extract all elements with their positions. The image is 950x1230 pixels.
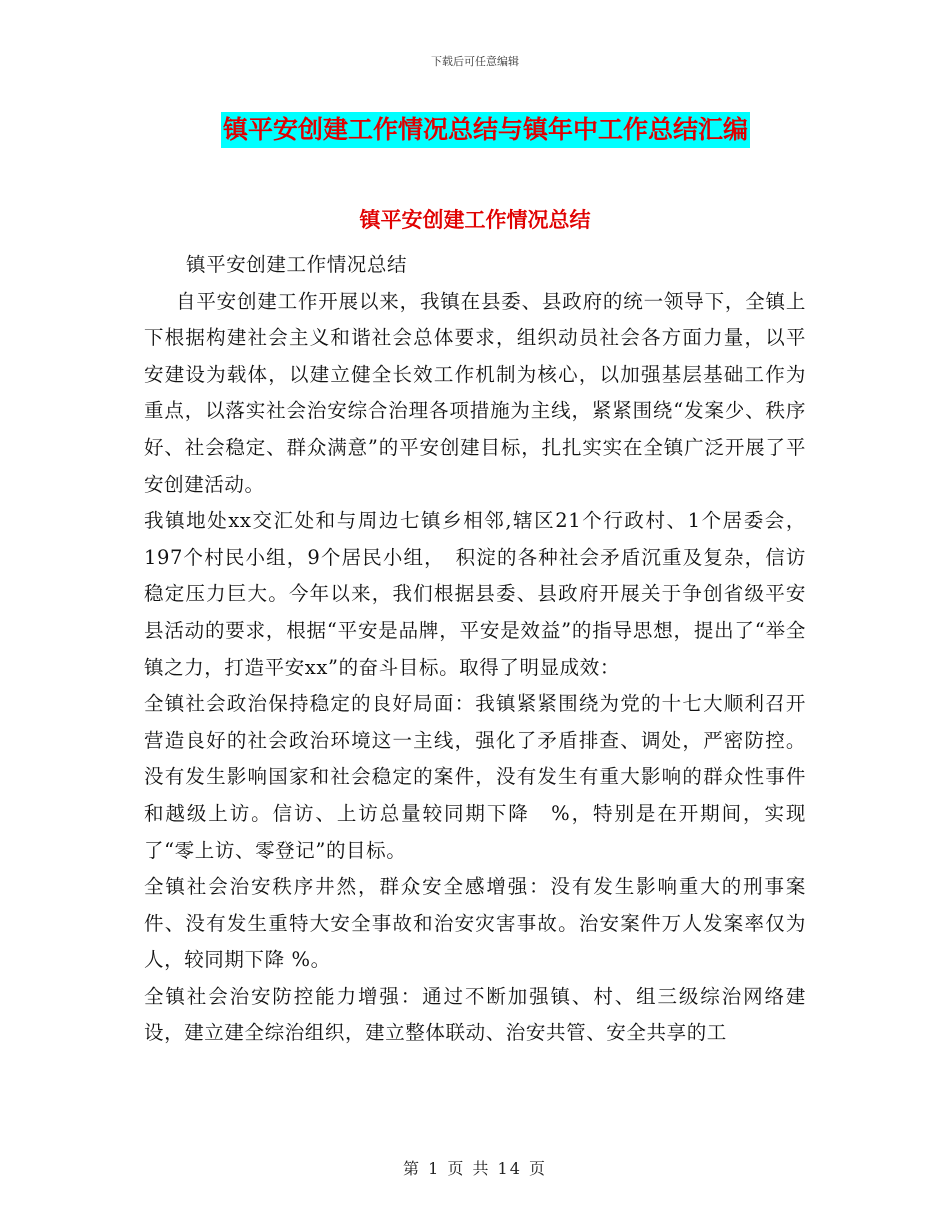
body-paragraph-public-order: 全镇社会治安秩序井然，群众安全感增强：没有发生影响重大的刑事案件、没有发生重特大安全事故和治安灾害事故。治安案件万人发案率仅为 人，较同期下降 %。: [144, 875, 827, 972]
body-paragraph-political-stability: 全镇社会政治保持稳定的良好局面：我镇紧紧围绕为党的十七大顺利召开营造良好的社会政治环境这一主线，强化了矛盾排查、调处，严密防控。没有发生影响国家和社会稳定的案件，没有发生有重大影响的群众性事件和越级上访。信访、上访总量较同期下降 %，特别是在开期间，实现了“零上访、零登记”的目标。: [144, 692, 806, 862]
document-title: 镇平安创建工作情况总结与镇年中工作总结汇编: [221, 112, 750, 148]
page-header-note: 下载后可任意编辑: [431, 55, 519, 68]
document-body: [144, 247, 827, 1052]
body-paragraph-overview: 我镇地处xx交汇处和与周边七镇乡相邻,辖区21个行政村、1个居委会，197个村民小组，9个居民小组， 积淀的各种社会矛盾沉重及复杂，信访稳定压力巨大。今年以来，我们根据县委、县政府开展关于争创省级平安县活动的要求，根据“平安是品牌，平安是效益”的指导思想，提出了“举全镇之力，打造平安xx”的奋斗目标。取得了明显成效：: [144, 509, 806, 679]
section-title: 镇平安创建工作情况总结: [359, 208, 591, 232]
body-paragraph-intro: 自平安创建工作开展以来，我镇在县委、县政府的统一领导下，全镇上下根据构建社会主义和谐社会总体要求，组织动员社会各方面力量，以平安建设为载体，以建立健全长效工作机制为核心，以加强基层基础工作为重点，以落实社会治安综合治理各项措施为主线，紧紧围绕“发案少、秩序好、社会稳定、群众满意”的平安创建目标，扎扎实实在全镇广泛开展了平安创建活动。: [144, 289, 806, 496]
body-subheading: 镇平安创建工作情况总结: [186, 253, 408, 276]
body-paragraph-prevention-capacity: 全镇社会治安防控能力增强：通过不断加强镇、村、组三级综治网络建设，建立建全综治组织，建立整体联动、治安共管、安全共享的工: [144, 984, 806, 1045]
page-footer: 第 1 页 共 14 页: [403, 1159, 547, 1178]
